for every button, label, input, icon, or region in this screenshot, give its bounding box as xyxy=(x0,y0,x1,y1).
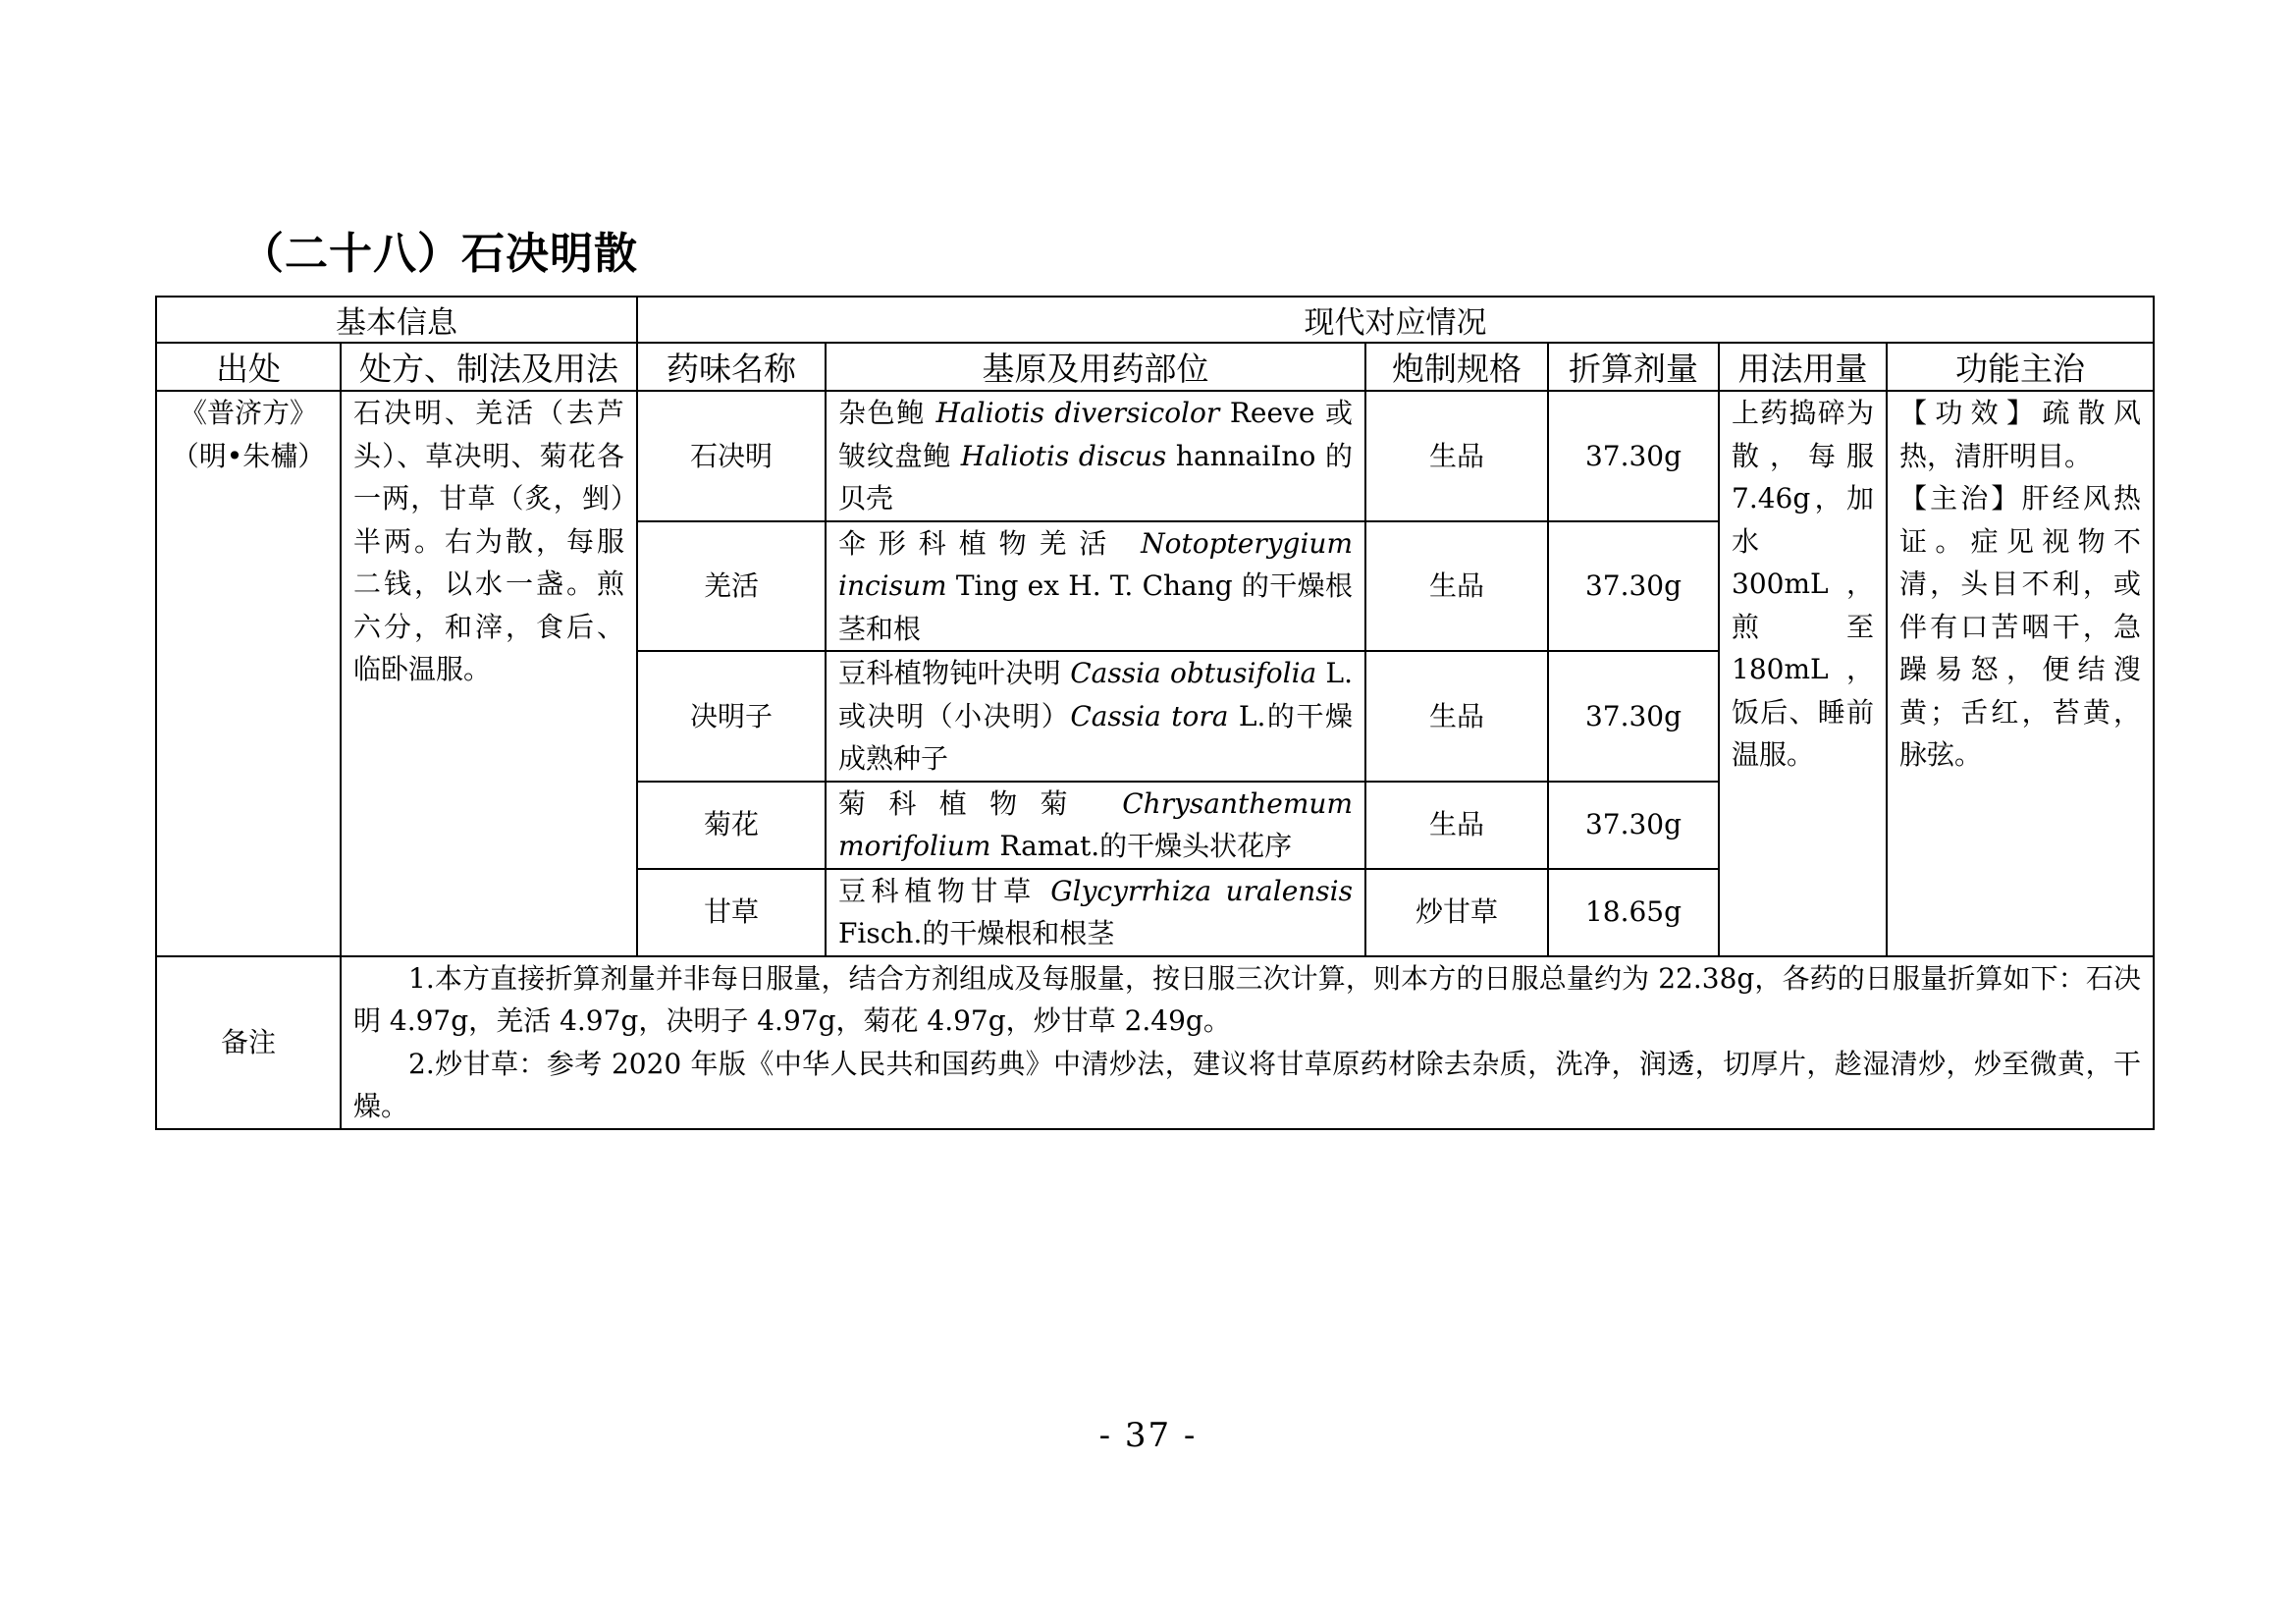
column-header-origin: 基原及用药部位 xyxy=(826,343,1365,391)
notes-row xyxy=(156,956,2154,1129)
herb-name: 石决明 xyxy=(637,391,826,521)
herb-processing: 生品 xyxy=(1365,391,1548,521)
prescription-cell: 石决明、羌活（去芦头）、草决明、菊花各一两，甘草（炙，剉）半两。右为散，每服二钱，以水一盏。煎六分，和滓，食后、临卧温服。 xyxy=(341,391,637,956)
herb-name: 菊花 xyxy=(637,782,826,869)
note-1: 1.本方直接折算剂量并非每日服量，结合方剂组成及每服量，按日服三次计算，则本方的日服总量约为 22.38g，各药的日服量折算如下：石决明 4.97g，羌活 4.97g，决明子 4.97g，菊花 4.97g，炒甘草 2.49g。 xyxy=(353,961,2142,1037)
section-title: （二十八）石决明散 xyxy=(240,229,638,279)
herb-origin: 豆科植物钝叶决明 Cassia obtusifolia L.或决明（小决明）Cassia tora L.的干燥成熟种子 xyxy=(826,651,1365,782)
herb-processing: 炒甘草 xyxy=(1365,869,1548,956)
column-header-source: 出处 xyxy=(156,343,341,391)
herb-origin: 豆科植物甘草 Glycyrrhiza uralensis Fisch.的干燥根和根茎 xyxy=(826,869,1365,956)
source-book: 《普济方》 xyxy=(179,397,317,429)
function-indication: 【主治】肝经风热证。症见视物不清，头目不利，或伴有口苦咽干，急躁易怒，便结溲黄；舌红，苔黄，脉弦。 xyxy=(1899,482,2142,771)
herb-processing: 生品 xyxy=(1365,782,1548,869)
herb-name: 决明子 xyxy=(637,651,826,782)
source-author: （明•朱橚） xyxy=(171,439,326,472)
usage-cell: 上药捣碎为散，每服7.46g，加水300mL，煎至180mL，饭后、睡前温服。 xyxy=(1719,391,1887,956)
column-header-herb-name: 药味名称 xyxy=(637,343,826,391)
column-header-usage: 用法用量 xyxy=(1719,343,1887,391)
column-header-prescription: 处方、制法及用法 xyxy=(341,343,637,391)
table-row xyxy=(156,391,2154,521)
column-header-processing: 炮制规格 xyxy=(1365,343,1548,391)
herb-processing: 生品 xyxy=(1365,521,1548,652)
notes-label: 备注 xyxy=(156,956,341,1129)
function-cell xyxy=(1887,391,2154,956)
herb-origin: 伞形科植物羌活 Notopterygium incisum Ting ex H. T. Chang 的干燥根茎和根 xyxy=(826,521,1365,652)
herb-processing: 生品 xyxy=(1365,651,1548,782)
herb-name: 羌活 xyxy=(637,521,826,652)
column-header-row xyxy=(156,343,2154,391)
herb-name: 甘草 xyxy=(637,869,826,956)
prescription-table xyxy=(155,296,2155,1130)
page-number: - 37 - xyxy=(1098,1416,1198,1455)
group-header-basic: 基本信息 xyxy=(156,297,637,343)
column-header-dose: 折算剂量 xyxy=(1548,343,1719,391)
herb-origin: 菊科植物菊 Chrysanthemum morifolium Ramat.的干燥头状花序 xyxy=(826,782,1365,869)
herb-dose: 37.30g xyxy=(1548,782,1719,869)
note-2: 2.炒甘草：参考 2020 年版《中华人民共和国药典》中清炒法，建议将甘草原药材除去杂质，洗净，润透，切厚片，趁湿清炒，炒至微黄，干燥。 xyxy=(353,1047,2142,1122)
source-cell xyxy=(156,391,341,956)
group-header-modern: 现代对应情况 xyxy=(637,297,2154,343)
herb-dose: 18.65g xyxy=(1548,869,1719,956)
function-effect: 【功效】疏散风热，清肝明目。 xyxy=(1899,397,2142,472)
herb-dose: 37.30g xyxy=(1548,521,1719,652)
notes-cell xyxy=(341,956,2154,1129)
herb-dose: 37.30g xyxy=(1548,651,1719,782)
group-header-row xyxy=(156,297,2154,343)
column-header-function: 功能主治 xyxy=(1887,343,2154,391)
herb-dose: 37.30g xyxy=(1548,391,1719,521)
herb-origin: 杂色鲍 Haliotis diversicolor Reeve 或皱纹盘鲍 Haliotis discus hannaiIno 的贝壳 xyxy=(826,391,1365,521)
